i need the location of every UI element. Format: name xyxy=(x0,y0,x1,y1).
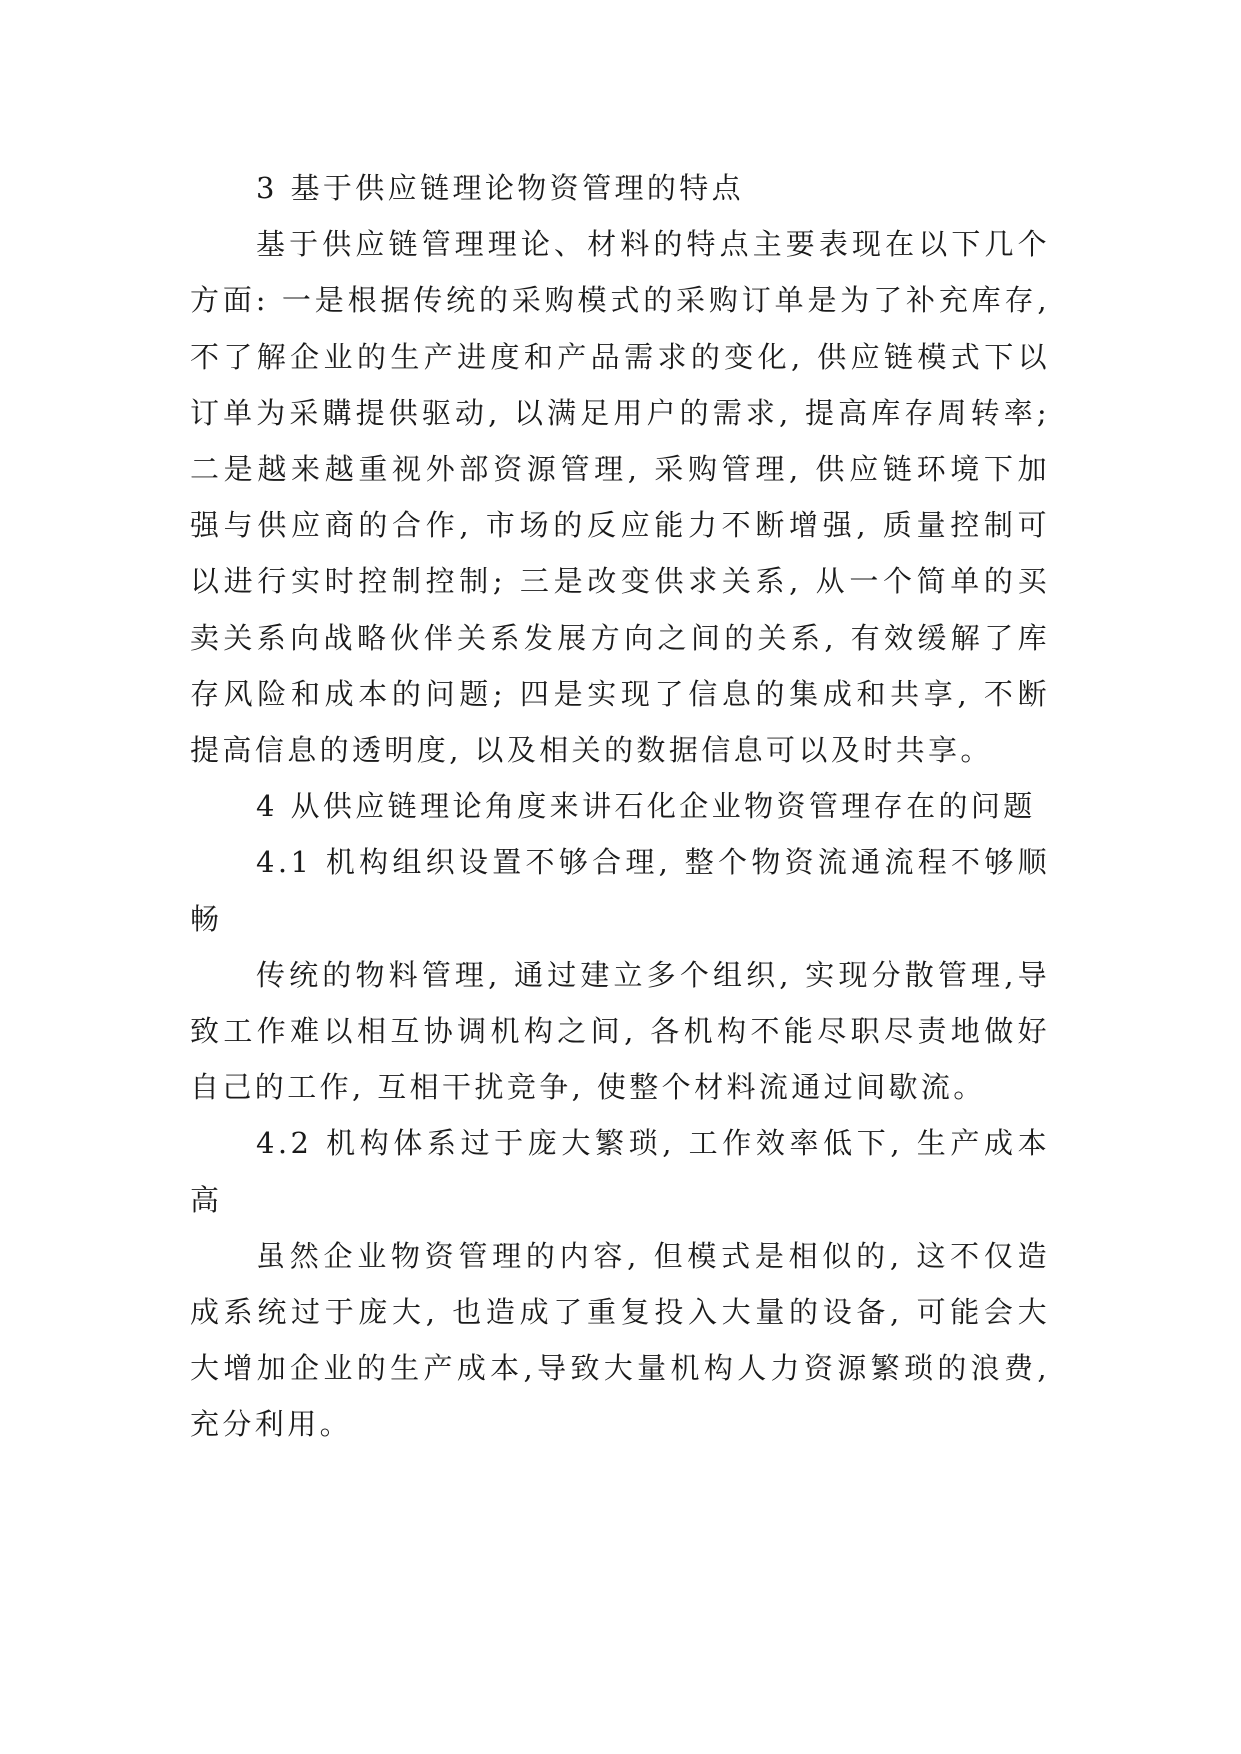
section-4-1-paragraph: 传统的物料管理, 通过建立多个组织, 实现分散管理,导致工作难以相互协调机构之间, 各机构不能尽职尽责地做好自己的工作, 互相干扰竞争, 使整个材料流通过间歇流。 xyxy=(190,957,1050,1105)
section-4-2-heading: 4.2 机构体系过于庞大繁琐, 工作效率低下, 生产成本高 xyxy=(190,1126,1050,1217)
document-body xyxy=(190,160,1050,1453)
section-4-1-heading: 4.1 机构组织设置不够合理, 整个物资流通流程不够顺畅 xyxy=(190,845,1050,936)
section-4-heading: 4 从供应链理论角度来讲石化企业物资管理存在的问题 xyxy=(256,789,1036,824)
section-3-paragraph: 基于供应链管理理论、材料的特点主要表现在以下几个方面: 一是根据传统的采购模式的采购订单是为了补充库存,不了解企业的生产进度和产品需求的变化, 供应链模式下以订单为采購提供驱动, 以满足用户的需求, 提高库存周转率;二是越来越重视外部资源管理, 采购管理, 供应链环境下加强与供应商的合作, 市场的反应能力不断增强, 质量控制可以进行实时控制控制; 三是改变供求关系, 从一个简单的买卖关系向战略伙伴关系发展方向之间的关系, 有效缓解了库存风险和成本的问题; 四是实现了信息的集成和共享, 不断提高信息的透明度, 以及相关的数据信息可以及时共享。 xyxy=(190,227,1050,768)
section-4-2-paragraph: 虽然企业物资管理的内容, 但模式是相似的, 这不仅造成系统过于庞大, 也造成了重复投入大量的设备, 可能会大大增加企业的生产成本,导致大量机构人力资源繁琐的浪费,充分利用。 xyxy=(190,1238,1050,1442)
section-3-heading: 3 基于供应链理论物资管理的特点 xyxy=(256,171,745,205)
